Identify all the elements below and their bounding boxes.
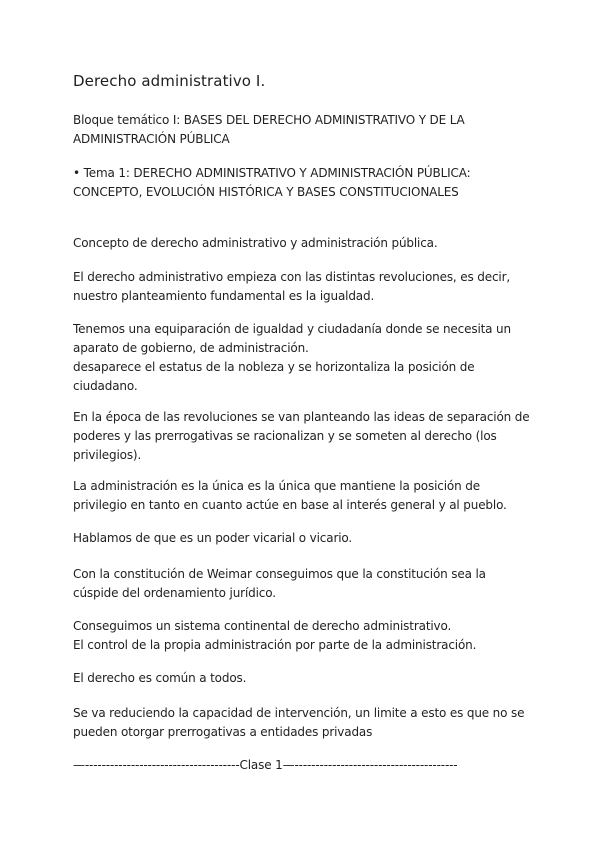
paragraph — [73, 669, 543, 688]
concepto-heading — [73, 234, 543, 253]
paragraph-line: Con la constitución de Weimar conseguimos que la constitución sea la — [73, 567, 486, 581]
paragraph-line: privilegio en tanto en cuanto actúe en base al interés general y al pueblo. — [73, 498, 507, 512]
tema-heading — [73, 164, 543, 202]
paragraph — [73, 477, 543, 515]
paragraph-line: Se va reduciendo la capacidad de intervención, un limite a esto es que no se — [73, 706, 525, 720]
paragraph — [73, 408, 543, 465]
paragraph-line: poderes y las prerrogativas se racionalizan y se someten al derecho (los — [73, 429, 497, 443]
paragraph-line: La administración es la única es la única que mantiene la posición de — [73, 479, 480, 493]
tema-line: CONCEPTO, EVOLUCIÓN HISTÓRICA Y BASES CONSTITUCIONALES — [73, 185, 459, 199]
paragraph-line: ciudadano. — [73, 379, 138, 393]
document-title: Derecho administrativo I. — [73, 72, 266, 90]
paragraph-line: El derecho administrativo empieza con las distintas revoluciones, es decir, — [73, 270, 511, 284]
separator-line: —-------------------------------------Clase 1—--------------------------------------- — [73, 758, 458, 772]
paragraph — [73, 268, 543, 306]
bloque-line: ADMINISTRACIÓN PÚBLICA — [73, 132, 230, 146]
paragraph-line: pueden otorgar prerrogativas a entidades privadas — [73, 725, 373, 739]
paragraph-line: El control de la propia administración por parte de la administración. — [73, 638, 477, 652]
concepto-line: Concepto de derecho administrativo y administración pública. — [73, 236, 438, 250]
paragraph — [73, 704, 543, 742]
paragraph-line: nuestro planteamiento fundamental es la igualdad. — [73, 289, 375, 303]
paragraph-line: aparato de gobierno, de administración. — [73, 341, 309, 355]
paragraph — [73, 617, 543, 655]
paragraph-line: El derecho es común a todos. — [73, 671, 247, 685]
paragraph — [73, 565, 543, 603]
paragraph — [73, 529, 543, 548]
paragraph — [73, 320, 543, 396]
paragraph-line: desaparece el estatus de la nobleza y se horizontaliza la posición de — [73, 360, 475, 374]
paragraph-line: Hablamos de que es un poder vicarial o vicario. — [73, 531, 353, 545]
paragraph-line: Conseguimos un sistema continental de derecho administrativo. — [73, 619, 452, 633]
bloque-heading — [73, 111, 543, 149]
class-separator — [73, 756, 543, 775]
tema-line: • Tema 1: DERECHO ADMINISTRATIVO Y ADMINISTRACIÓN PÚBLICA: — [73, 166, 471, 180]
bloque-line: Bloque temático I: BASES DEL DERECHO ADMINISTRATIVO Y DE LA — [73, 113, 465, 127]
paragraph-line: cúspide del ordenamiento jurídico. — [73, 586, 276, 600]
paragraph-line: privilegios). — [73, 448, 142, 462]
paragraph-line: Tenemos una equiparación de igualdad y ciudadanía donde se necesita un — [73, 322, 511, 336]
paragraph-line: En la época de las revoluciones se van planteando las ideas de separación de — [73, 410, 530, 424]
